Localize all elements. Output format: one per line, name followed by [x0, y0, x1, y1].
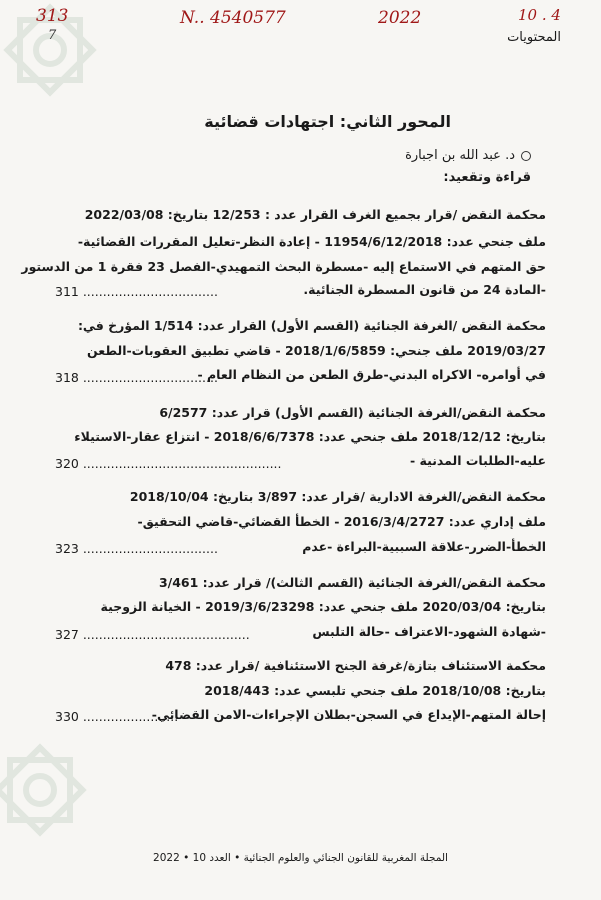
entry-line: عليه-الطلبات المدنية - — [410, 453, 546, 468]
entry-line: في أوامره- الاكراه البدني-طرق الطعن من النظام العام - — [197, 367, 546, 382]
entry-line: -شهادة الشهود-الاعتراف -حالة التلبس — [312, 624, 546, 639]
entry-page: 318 .................................. — [55, 370, 218, 385]
section-title: المحور الثاني: اجتهادات قضائية — [204, 112, 451, 131]
entry-line: الخطأ-الضرر-علاقة السببية-البراءة -عدم — [302, 539, 546, 554]
entry-line: محكمة النقض /الغرفة الجنائية (القسم الأول) القرار عدد: 1/514 المؤرخ في: — [77, 318, 546, 333]
entry-page: 327 .......................................... — [55, 627, 250, 642]
entry-line: -المادة 24 من قانون المسطرة الجنائية. — [303, 282, 546, 297]
handwritten-page-number: 313 — [36, 6, 69, 26]
entry-line: محكمة النقض/الغرفة الادارية /قرار عدد: 3/897 بتاريخ: 2018/10/04 — [129, 489, 546, 504]
handwritten-date: 10 . 4 — [518, 6, 561, 24]
page-footer: المجلة المغربية للقانون الجنائي والعلوم الجنائية • العدد 10 • 2022 — [153, 852, 448, 864]
entry-line: محكمة النقض/الغرفة الجنائية (القسم الأول) قرار عدد: 6/2577 — [159, 405, 546, 420]
entry-page: 320 .................................................. — [55, 456, 282, 471]
bullet-icon — [521, 151, 531, 161]
entry-page: 311 .................................. — [55, 284, 218, 299]
watermark-pattern-bottom — [0, 720, 120, 900]
entry-line: محكمة النقض /قرار بجميع الغرف القرار عدد : 12/253 بتاريخ: 2022/03/08 — [84, 207, 546, 222]
entry-line: ملف جنحي عدد: 11954/6/12/2018 - إعادة النظر-تعليل المقررات القضائية- — [77, 234, 546, 249]
entry-page: 323 .................................. — [55, 541, 218, 556]
handwritten-year: 2022 — [378, 8, 422, 28]
author-name: د. عبد الله بن اجبارة — [405, 148, 515, 163]
entry-line: حق المتهم في الاستماع إليه -مسطرة البحث التمهيدي-الفصل 23 فقرة 1 من الدستور — [21, 259, 546, 274]
small-mark: 7 — [48, 28, 57, 43]
entry-line: بتاريخ: 2018/10/08 ملف جنحي تلبسي عدد: 2018/443 — [204, 683, 546, 698]
entry-line: ملف إداري عدد: 2016/3/4/2727 - الخطأ القضائي-قاضي التحقيق- — [137, 514, 546, 529]
handwritten-reference: N.. 4540577 — [180, 8, 286, 28]
entry-line: محكمة الاستئناف بتازة/غرفة الجنح الاستئنافية /قرار عدد: 478 — [165, 658, 546, 673]
toc-label: المحتويات — [507, 30, 561, 45]
entry-line: إحالة المتهم-الإيداع في السجن-بطلان الإجراءات-الامن القضائي- — [151, 707, 546, 722]
entry-page: 330 ........................ — [55, 709, 179, 724]
entry-line: 2019/03/27 ملف جنحي: 2018/1/6/5859 - قاضي تطبيق العقوبات-الطعن — [87, 343, 546, 358]
entry-line: بتاريخ: 2018/12/12 ملف جنحي عدد: 2018/6/6/7378 - انتزاع عقار-الاستيلاء — [74, 429, 546, 444]
entry-line: محكمة النقض/الغرفة الجنائية (القسم الثالث)/ قرار عدد: 3/461 — [158, 575, 546, 590]
author — [405, 148, 531, 163]
entry-line: بتاريخ: 2020/03/04 ملف جنحي عدد: 2019/3/6/23298 - الخيانة الزوجية — [100, 599, 546, 614]
section-subtitle: قراءة وتقعيد: — [443, 170, 531, 185]
